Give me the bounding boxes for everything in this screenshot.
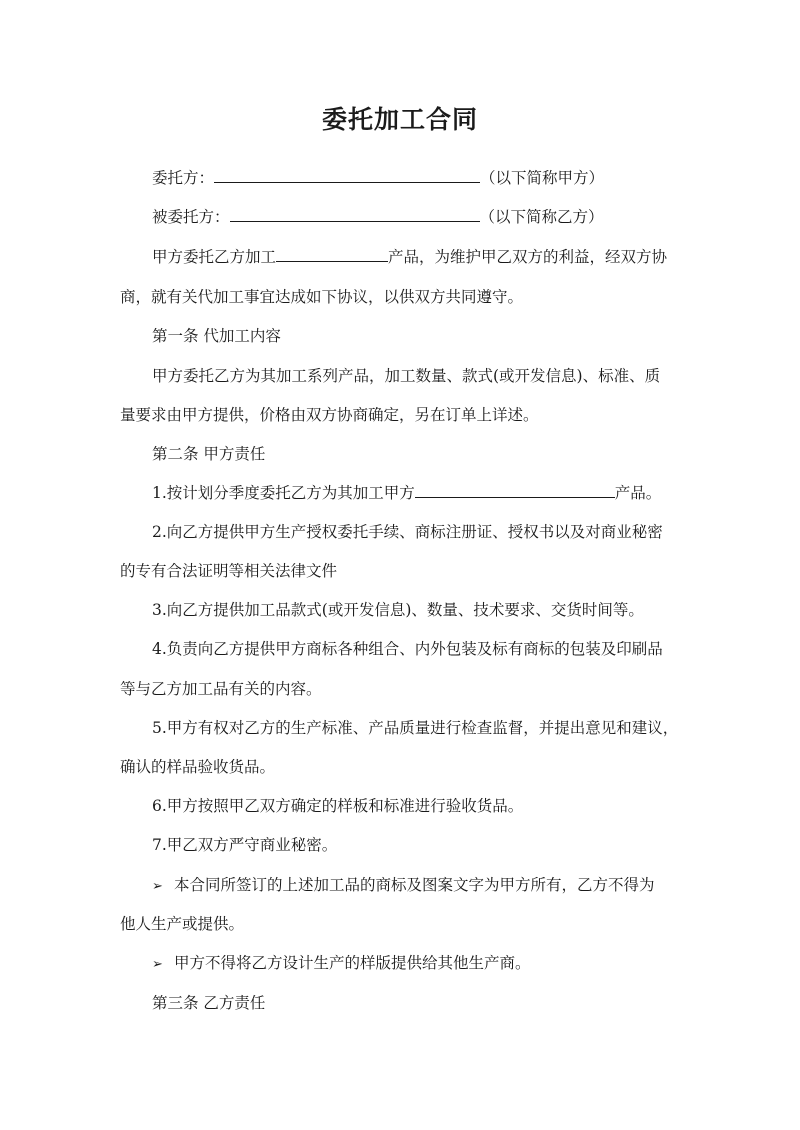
item-6-line: 6.甲方按照甲乙双方确定的样板和标准进行验收货品。 xyxy=(152,797,524,815)
party-b-suffix: （以下简称乙方） xyxy=(479,208,604,226)
intro-text-b: 产品，为维护甲乙双方的利益，经双方协 xyxy=(388,248,668,266)
arrow-bullet-icon: ➢ xyxy=(152,879,163,894)
item-3-line: 3.向乙方提供加工品款式(或开发信息)、数量、技术要求、交货时间等。 xyxy=(152,601,644,619)
party-b-blank[interactable] xyxy=(230,205,480,222)
article-1-heading: 第一条 代加工内容 xyxy=(152,327,281,345)
item-1-blank[interactable] xyxy=(415,481,615,498)
bullet-1-line-2: 他人生产或提供。 xyxy=(120,915,245,933)
arrow-bullet-icon: ➢ xyxy=(152,957,163,972)
document-title: 委托加工合同 xyxy=(321,105,478,134)
article-1-line-2: 量要求由甲方提供，价格由双方协商确定，另在订单上详述。 xyxy=(120,406,539,424)
article-2-heading: 第二条 甲方责任 xyxy=(152,445,266,463)
party-a-line xyxy=(152,166,604,190)
bullet-2-text: 甲方不得将乙方设计生产的样版提供给其他生产商。 xyxy=(174,954,531,972)
item-5-line-1: 5.甲方有权对乙方的生产标准、产品质量进行检查监督，并提出意见和建议， xyxy=(152,719,679,737)
party-a-blank[interactable] xyxy=(214,166,480,183)
party-a-suffix: （以下简称甲方） xyxy=(480,169,605,187)
bullet-1-text: 本合同所签订的上述加工品的商标及图案文字为甲方所有，乙方不得为 xyxy=(174,876,655,894)
article-3-heading: 第三条 乙方责任 xyxy=(152,994,266,1012)
item-4-line-2: 等与乙方加工品有关的内容。 xyxy=(120,680,322,698)
bullet-1-line-1 xyxy=(152,873,655,899)
party-a-label: 委托方： xyxy=(152,169,215,187)
product-blank[interactable] xyxy=(276,245,388,262)
item-4-line-1: 4.负责向乙方提供甲方商标各种组合、内外包装及标有商标的包装及印刷品 xyxy=(152,640,663,658)
item-1-text-b: 产品。 xyxy=(614,484,662,502)
item-1-line xyxy=(152,481,661,505)
party-b-label: 被委托方： xyxy=(152,208,230,226)
item-5-line-2: 确认的样品验收货品。 xyxy=(120,758,276,776)
item-1-text-a: 1.按计划分季度委托乙方为其加工甲方 xyxy=(152,484,415,502)
item-2-line-1: 2.向乙方提供甲方生产授权委托手续、商标注册证、授权书以及对商业秘密 xyxy=(152,523,663,541)
party-b-line xyxy=(152,205,604,229)
bullet-2-line xyxy=(152,951,531,977)
item-2-line-2: 的专有合法证明等相关法律文件 xyxy=(120,562,338,580)
intro-line-1 xyxy=(152,245,667,269)
intro-text-a: 甲方委托乙方加工 xyxy=(152,248,277,266)
article-1-line-1: 甲方委托乙方为其加工系列产品，加工数量、款式(或开发信息)、标准、质 xyxy=(152,367,661,385)
item-7-line: 7.甲乙双方严守商业秘密。 xyxy=(152,836,338,854)
intro-line-2: 商，就有关代加工事宜达成如下协议，以供双方共同遵守。 xyxy=(120,288,524,306)
